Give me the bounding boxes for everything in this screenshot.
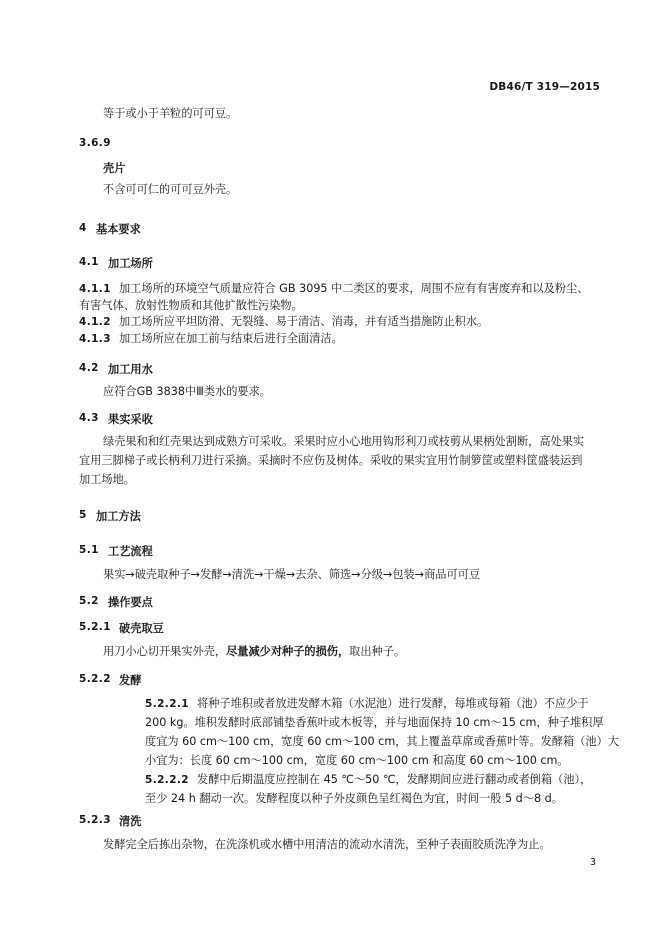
subitem-number: 5.2.2.1 [145,698,189,710]
term: 壳片 [103,162,126,175]
section-number: 4 [79,222,87,234]
paragraph: 加工场地。 [79,473,135,486]
item-number: 4.1.1 [79,283,111,295]
subitem-text: 小宜为：长度 60 cm～100 cm，宽度 60 cm～100 cm 和高度 60 cm～100 cm。 [145,754,569,767]
section-number: 5 [79,509,87,521]
clause-title: 工艺流程 [108,545,153,558]
subitem-text: 至少 24 h 翻动一次。发酵程度以种子外皮颜色呈红褐色为宜，时间一般 5 d～8 d。 [145,792,563,805]
clause-number: 5.2.3 [79,814,111,826]
section-title: 加工方法 [96,510,141,523]
clause-number: 5.2 [79,595,99,607]
clause-title: 加工用水 [108,363,153,376]
subitem-text: 发酵中后期温度应控制在 45 ℃～50 ℃，发酵期间应进行翻动或者倒箱（池）， [197,773,592,786]
paragraph-text: 取出种子。 [349,645,406,658]
document-id: DB46/T 319—2015 [489,81,600,93]
paragraph: 应符合GB 3838中Ⅲ类水的要求。 [103,385,271,398]
section-title: 基本要求 [96,223,141,236]
clause-title: 发酵 [119,674,142,687]
page-number: 3 [589,857,596,868]
item-number: 4.1.3 [79,333,111,345]
clause-title: 破壳取豆 [119,622,164,635]
clause-number: 5.2.1 [79,621,111,633]
item-number: 4.1.2 [79,316,111,328]
paragraph: 绿壳果和和红壳果达到成熟方可采收。采果时应小心地用钩形利刀或枝剪从果柄处割断，高处果实 [103,435,585,448]
subitem-text: 度宜为 60 cm～100 cm，宽度 60 cm～100 cm，其上覆盖草席或香蕉叶等。发酵箱（池）大 [145,735,619,748]
paragraph [103,645,405,659]
clause-title: 加工场所 [108,257,153,270]
paragraph: 宜用三脚梯子或长柄利刀进行采摘。采摘时不应伤及树体。采收的果实宜用竹制箩筐或塑料筐盛装运到 [79,454,583,467]
item-text: 加工场所应在加工前与结束后进行全面清洁。 [119,332,343,345]
clause-number: 4.3 [79,412,99,424]
paragraph: 等于或小于羊粒的可可豆。 [103,107,238,120]
item-text: 加工场所应平坦防滑、无裂缝、易于清洁、消毒，并有适当措施防止积水。 [119,315,489,328]
clause-title: 操作要点 [108,596,153,609]
item-text: 加工场所的环境空气质量应符合 GB 3095 中二类区的要求，周围不应有有害废弃和以及粉尘、 [119,282,589,295]
paragraph: 发酵完全后拣出杂物，在洗涤机或水槽中用清洁的流动水清洗，至种子表面胶质洗净为止。 [103,838,551,851]
term-definition: 不含可可仁的可可豆外壳。 [103,183,238,196]
clause-number: 3.6.9 [79,137,111,149]
clause-number: 5.2.2 [79,673,111,685]
emphasized-text: 尽量减少对种子的损伤， [226,645,350,658]
subitem-text: 将种子堆积或者放进发酵木箱（水泥池）进行发酵，每堆或每箱（池）不应少于 [197,697,589,710]
clause-number: 4.1 [79,256,99,268]
clause-number: 5.1 [79,544,99,556]
clause-title: 果实采收 [108,413,153,426]
subitem-text: 200 kg。堆积发酵时底部铺垫香蕉叶或木板等，并与地面保持 10 cm～15 cm，种子堆积厚 [145,716,604,729]
process-flow: 果实→破壳取种子→发酵→清洗→干燥→去杂、筛选→分级→包装→商品可可豆 [103,568,481,581]
paragraph-text: 用刀小心切开果实外壳， [103,645,227,658]
clause-number: 4.2 [79,362,99,374]
subitem-number: 5.2.2.2 [145,774,189,786]
item-text: 有害气体、放射性物质和其他扩散性污染物。 [79,299,303,312]
clause-title: 清洗 [119,815,142,828]
